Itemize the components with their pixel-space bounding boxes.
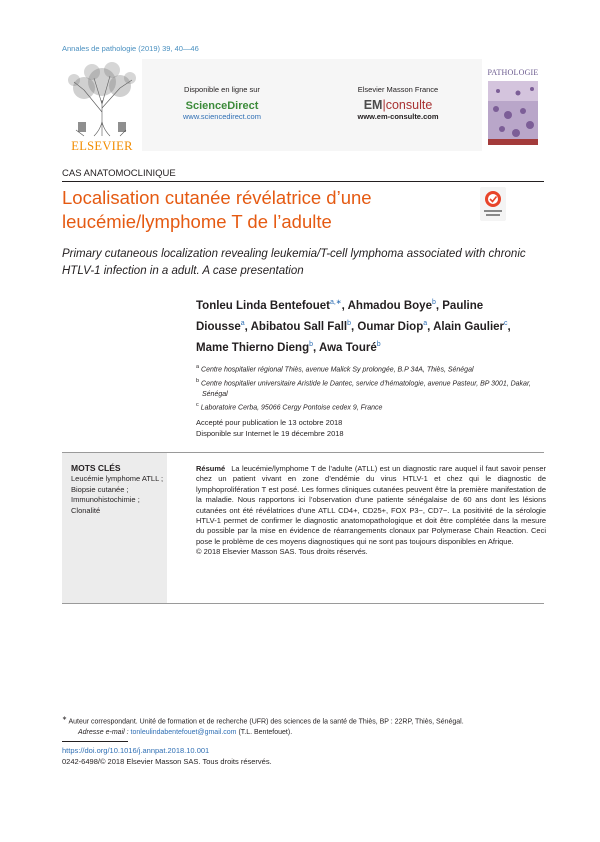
journal-cover: [482, 59, 544, 151]
header-divider: [62, 181, 544, 182]
affiliation-mark: b: [196, 377, 200, 384]
author-name: Oumar Diop: [357, 320, 424, 333]
cover-image: [488, 81, 538, 145]
author-affiliation-mark[interactable]: a: [423, 319, 428, 327]
affiliation-text: Centre hospitalier régional Thiès, avenue Malick Sy prolongée, B.P 34A, Thiès, Sénégal: [201, 366, 474, 374]
emconsulte-logo-consulte: consulte: [385, 98, 433, 112]
affiliation-mark: c: [196, 402, 199, 409]
author-affiliation-mark[interactable]: b: [347, 319, 352, 327]
author-affiliation-mark[interactable]: a: [240, 319, 245, 327]
email-label: Adresse e-mail :: [78, 728, 129, 736]
author-affiliation-mark[interactable]: b: [431, 299, 436, 306]
emconsulte-logo-separator: |: [382, 98, 386, 112]
footer-divider: [62, 741, 128, 742]
abstract-label: Résumé: [196, 464, 226, 473]
abstract-copyright: © 2018 Elsevier Masson SAS. Tous droits réservés.: [196, 547, 368, 557]
author-name: Abibatou Sall Fall: [250, 320, 348, 333]
author-name: Ahmadou Boye: [347, 299, 432, 312]
emconsulte-block: [318, 85, 478, 121]
affiliation-item: [196, 376, 546, 400]
author-email-link[interactable]: tonleulindabentefouet@gmail.com: [130, 728, 237, 736]
available-online-label: Disponible en ligne sur: [184, 85, 260, 94]
author-affiliation-mark[interactable]: b: [376, 340, 381, 348]
journal-reference: Annales de pathologie (2019) 39, 40—46: [62, 44, 199, 53]
corresponding-author-footnote: [62, 714, 544, 738]
article-title: Localisation cutanée révélatrice d’une leucémie/lymphome T de l’adulte: [62, 187, 372, 232]
journal-banner: [142, 59, 482, 151]
emconsulte-link[interactable]: www.em-consulte.com: [357, 112, 439, 121]
keywords-heading: MOTS CLÉS: [71, 463, 121, 473]
emconsulte-logo-em: EM: [363, 98, 383, 112]
keyword-item: Clonalité: [71, 505, 101, 515]
publication-dates: [196, 418, 344, 439]
author-affiliation-mark[interactable]: c: [504, 319, 508, 327]
email-owner: (T.L. Bentefouet).: [238, 728, 293, 736]
affiliation-text: Laboratoire Cerba, 95066 Cergy Pontoise cedex 9, France: [200, 404, 383, 412]
abstract-bottom-divider: [62, 603, 544, 604]
issn-copyright: 0242-6498/© 2018 Elsevier Masson SAS. Tous droits réservés.: [62, 757, 272, 766]
elsevier-wordmark: ELSEVIER: [71, 139, 133, 153]
article-subtitle: Primary cutaneous localization revealing leukemia/T-cell lymphoma associated with chronic HTLV-1 infection in a adult. A case presentation: [62, 248, 526, 277]
sciencedirect-link[interactable]: www.sciencedirect.com: [183, 112, 261, 121]
cover-title: PATHOLOGIE: [487, 68, 539, 77]
author-name: Pauline Diousse: [196, 299, 484, 333]
online-date: Disponible sur Internet le 19 décembre 2018: [196, 428, 344, 438]
author-list: Tonleu Linda Bentefouet$^{a,∗}$, Ahmadou Boye$^b$, Pauline Diousse$^a$, Abibatou Sall Fall$^b$, Oumar Diop$^a$, Alain Gaulier$^c$, Mame Thierno Dieng$^b$, Awa Touré$^b$: [196, 299, 511, 354]
affiliations: [196, 362, 546, 414]
doi-link[interactable]: https://doi.org/10.1016/j.annpat.2018.10.001: [62, 746, 210, 755]
sciencedirect-brand: ScienceDirect: [185, 100, 259, 112]
author-name: Mame Thierno Dieng: [196, 341, 310, 354]
emconsulte-logo: [318, 98, 478, 112]
accepted-date: Accepté pour publication le 13 octobre 2018: [196, 418, 343, 427]
author-affiliation-mark[interactable]: a,∗: [329, 299, 342, 306]
sciencedirect-block: [142, 85, 302, 121]
affiliation-mark: a: [196, 364, 200, 370]
check-for-updates-badge[interactable]: [480, 187, 506, 221]
affiliation-item: [196, 362, 546, 376]
abstract: [196, 464, 546, 558]
footnote-mark: ∗: [62, 716, 67, 722]
publisher-name: Elsevier Masson France: [357, 85, 439, 94]
author-name: Tonleu Linda Bentefouet: [196, 299, 330, 312]
author-name: Awa Touré: [318, 341, 377, 354]
footnote-text: Auteur correspondant. Unité de formation et de recherche (UFR) des sciences de la santé de Thiès, BP : 22RP, Thiès, Sénégal.: [68, 718, 464, 726]
affiliation-text: Centre hospitalier universitaire Aristide le Dantec, service d’hématologie, avenue Pasteur, BP 3001, Dakar, Sénégal: [201, 380, 531, 398]
keyword-item: Leucémie lymphome ATLL ;: [71, 474, 164, 483]
keywords-box: [62, 453, 167, 603]
affiliation-item: [196, 400, 546, 414]
section-label: CAS ANATOMOCLINIQUE: [62, 168, 176, 179]
keyword-item: Biopsie cutanée ;: [71, 484, 129, 494]
author-affiliation-mark[interactable]: b: [309, 340, 314, 348]
keyword-item: Immunohistochimie ;: [71, 495, 140, 504]
abstract-text: La leucémie/lymphome T de l’adulte (ATLL) est un diagnostic rare auquel il faut savoir penser chez un patient vivant en zone d’endémie du virus HTLV-1 et chez qui le diagnostic de lymphoprolifération T est posé. Les formes cliniques cutanées peuvent être la première manifestation de la maladie. Nous rapportons ici l’observation d’une patiente sénégalaise de 60 ans dont les lésions cutanées ont été révélatrices d’une ATLL CD4+, CD25+, FOX P3−, CD7−. La positivité de la sérologie HTLV-1 permet de confirmer le diagnostic anatomopathologique et doit être complétée dans la mesure du possible par la mise en évidence de réarrangements clonaux par Polymerase Chain Reaction. Ceci pose le problème de ces moyens diagnostiques qui ne sont pas toujours disponibles en Afrique.: [196, 464, 546, 546]
author-name: Alain Gaulier: [433, 320, 505, 333]
